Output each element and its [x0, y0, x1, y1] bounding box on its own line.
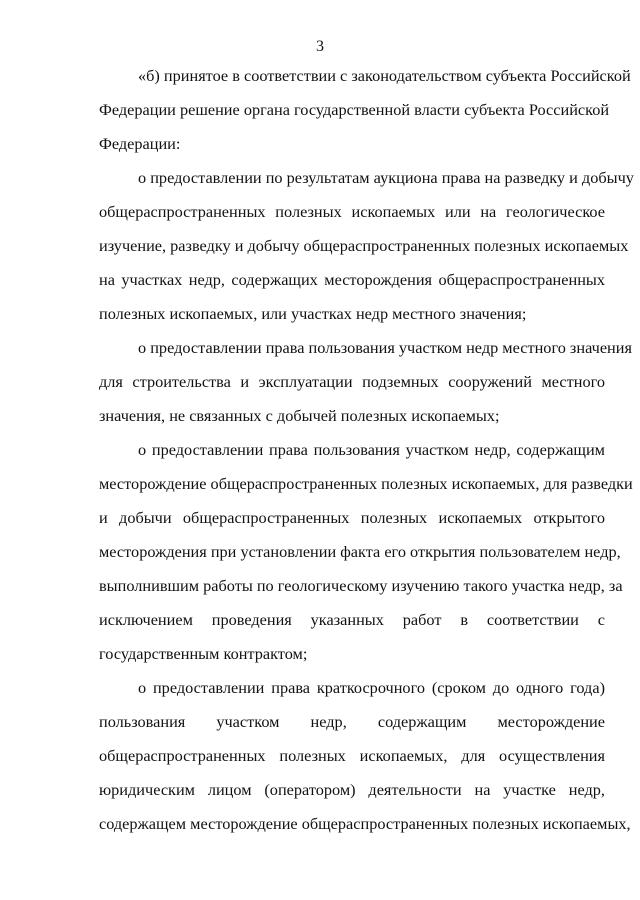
text-line: содержащем месторождение общераспространенных полезных ископаемых,: [99, 814, 631, 833]
text-line: пользования участком недр, содержащим месторождение: [99, 712, 605, 731]
text-line: выполнившим работы по геологическому изучению такого участка недр, за: [99, 576, 623, 595]
text-line: общераспространенных полезных ископаемых, для осуществления: [99, 746, 605, 765]
text-line: изучение, разведку и добычу общераспространенных полезных ископаемых: [99, 236, 629, 255]
paragraph-short-term-use: [99, 671, 631, 841]
document-body: [99, 59, 634, 841]
text-line: полезных ископаемых, или участках недр местного значения;: [99, 304, 527, 323]
text-line: «б) принятое в соответствии с законодательством субъекта Российской: [138, 66, 631, 85]
text-line: юридическим лицом (оператором) деятельности на участке недр,: [99, 780, 605, 799]
text-line: государственным контрактом;: [99, 644, 308, 663]
text-line: общераспространенных полезных ископаемых или на геологическое: [99, 202, 605, 221]
text-line: для строительства и эксплуатации подземных сооружений местного: [99, 372, 605, 391]
paragraph-auction: [99, 161, 634, 331]
text-line: о предоставлении права пользования участком недр местного значения: [138, 338, 632, 357]
text-line: значения, не связанных с добычей полезных ископаемых;: [99, 406, 500, 425]
text-line: месторождения при установлении факта его открытия пользователем недр,: [99, 542, 621, 561]
text-line: о предоставлении права краткосрочного (сроком до одного года): [138, 678, 605, 697]
text-line: на участках недр, содержащих месторождения общераспространенных: [99, 270, 605, 289]
text-line: Федерации решение органа государственной власти субъекта Российской: [99, 100, 610, 119]
text-line: о предоставлении по результатам аукциона права на разведку и добычу: [138, 168, 634, 187]
text-line: месторождение общераспространенных полезных ископаемых, для разведки: [99, 474, 633, 493]
paragraph-underground-structures: [99, 331, 632, 433]
paragraph-intro: [99, 59, 631, 161]
text-line: о предоставлении права пользования участком недр, содержащим: [138, 440, 605, 459]
text-line: и добычи общераспространенных полезных ископаемых открытого: [99, 508, 605, 527]
page-number: 3: [316, 38, 324, 55]
text-line: исключением проведения указанных работ в соответствии с: [99, 610, 605, 629]
text-line: Федерации:: [99, 134, 181, 153]
paragraph-deposit-discovery: [99, 433, 633, 671]
